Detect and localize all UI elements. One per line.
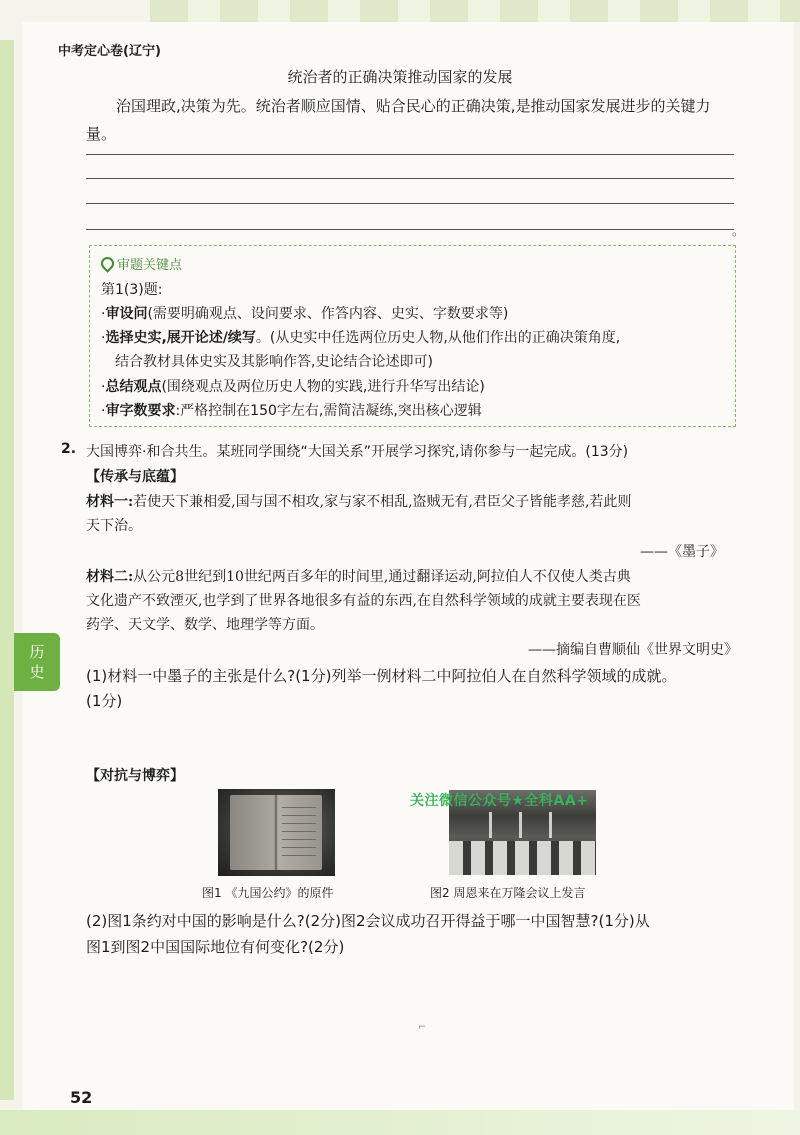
page-number: 52 (70, 1088, 93, 1107)
watermark-text: 关注微信公众号★全科AA+ (410, 793, 589, 809)
material-1-source: ——《墨子》 (640, 544, 724, 560)
material-2-text-cont: 文化遗产不致湮灭,也学到了世界各地很多有益的东西,在自然科学领域的成就主要表现在医 (86, 593, 641, 609)
section-heading-heritage: 【传承与底蕴】 (86, 469, 184, 485)
material-2-source: ——摘编自曹顺仙《世界文明史》 (528, 642, 738, 658)
subquestion-2-cont: 图1到图2中国国际地位有何变化?(2分) (86, 938, 345, 956)
side-tab-char-1: 历 (29, 643, 45, 661)
key-point-text: 。(从史实中任选两位历史人物,从他们作出的正确决策角度, (255, 330, 621, 346)
question-number: 2. (61, 441, 77, 457)
essay-opening: 治国理政,决策为先。统治者顺应国情、贴合民心的正确决策,是推动国家发展进步的关键力量。 (86, 97, 711, 143)
subquestion-1: (1)材料一中墨子的主张是什么?(1分)列举一例材料二中阿拉伯人在自然科学领域的成就。 (86, 667, 677, 685)
material-1-text: 若使天下兼相爱,国与国不相攻,家与家不相乱,盗贼无有,君臣父子皆能孝慈,若此则 (133, 494, 632, 510)
essay-title: 统治者的正确决策推动国家的发展 (287, 68, 513, 86)
material-2-label: 材料二: (86, 569, 134, 585)
key-point-text: (需要明确观点、设问要求、作答内容、史实、字数要求等) (147, 306, 509, 322)
material-1-text-cont: 天下治。 (86, 518, 142, 534)
section-heading-rivalry: 【对抗与博弈】 (86, 768, 184, 784)
answer-line-2 (86, 178, 734, 179)
top-decor-stripe (150, 0, 800, 22)
figure-2-caption: 图2 周恩来在万隆会议上发言 (430, 886, 586, 900)
key-point-heading: 审字数要求 (105, 403, 176, 419)
answer-line-3 (86, 203, 734, 204)
nine-power-treaty-photo (218, 789, 335, 876)
material-2-line (86, 566, 631, 586)
subject-side-tab (14, 633, 60, 691)
question-stem: 大国博弈·和合共生。某班同学围绕“大国关系”开展学习探究,请你参与一起完成。(13分) (86, 444, 629, 460)
key-point-heading: 总结观点 (105, 379, 162, 395)
key-points-question-ref: 第1(3)题: (101, 282, 163, 298)
key-point-text: :严格控制在150字左右,需简洁凝练,突出核心逻辑 (175, 403, 482, 419)
answer-line-1 (86, 154, 734, 155)
stray-mark: ⌐ (418, 1022, 427, 1033)
treaty-document-image (230, 795, 322, 870)
side-tab-char-2: 史 (29, 663, 45, 681)
material-1-label: 材料一: (86, 494, 134, 510)
key-point-text: (围绕观点及两位历史人物的实践,进行升华写出结论) (161, 379, 485, 395)
answer-end-mark: 。 (732, 224, 745, 238)
subquestion-1-cont: (1分) (86, 692, 123, 710)
key-point-item: ·总结观点(围绕观点及两位历史人物的实践,进行升华写出结论) (101, 379, 485, 395)
key-point-item: ·审字数要求:严格控制在150字左右,需简洁凝练,突出核心逻辑 (101, 403, 482, 419)
bottom-decor-band (0, 1110, 800, 1135)
material-2-text: 从公元8世纪到10世纪两百多年的时间里,通过翻译运动,阿拉伯人不仅使人类古典 (133, 569, 631, 585)
key-points-title: 审题关键点 (117, 258, 183, 273)
key-point-text-cont: 结合教材具体史实及其影响作答,史论结合论述即可) (115, 354, 433, 370)
key-point-item: ·审设问(需要明确观点、设问要求、作答内容、史实、字数要求等) (101, 306, 509, 322)
key-point-heading: 审设问 (105, 306, 148, 322)
material-2-text-cont: 药学、天文学、数学、地理学等方面。 (86, 617, 324, 633)
answer-line-4 (86, 229, 734, 230)
key-point-heading: 选择史实,展开论述/续写 (105, 330, 256, 346)
left-decor-band (0, 40, 14, 1100)
key-point-item: ·选择史实,展开论述/续写。(从史实中任选两位历史人物,从他们作出的正确决策角度, (101, 330, 621, 346)
figure-1-caption: 图1 《九国公约》的原件 (202, 886, 334, 900)
subquestion-2: (2)图1条约对中国的影响是什么?(2分)图2会议成功召开得益于哪一中国智慧?(1分)从 (86, 912, 650, 930)
material-1-line (86, 491, 631, 511)
book-header: 中考定心卷(辽宁) (58, 44, 161, 59)
